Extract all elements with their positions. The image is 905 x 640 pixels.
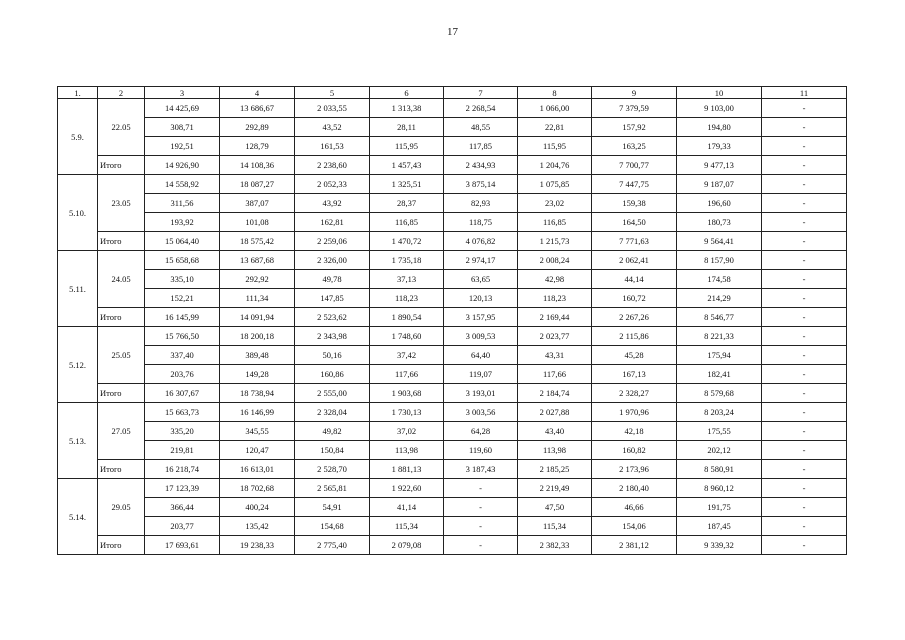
column-header: 8 [518, 87, 592, 99]
table-cell: - [762, 99, 847, 118]
table-cell: - [762, 194, 847, 213]
total-cell: 2 382,33 [518, 536, 592, 555]
table-cell: 14 425,69 [145, 99, 220, 118]
total-cell: - [762, 536, 847, 555]
table-cell: 37,02 [370, 422, 444, 441]
total-cell: 2 267,26 [592, 308, 677, 327]
table-cell: 203,77 [145, 517, 220, 536]
table-cell: 337,40 [145, 346, 220, 365]
page-number: 17 [447, 26, 458, 38]
total-cell: 19 238,33 [220, 536, 295, 555]
table-cell: 2 115,86 [592, 327, 677, 346]
total-cell: 2 381,12 [592, 536, 677, 555]
total-cell: - [444, 536, 518, 555]
table-row [58, 251, 847, 270]
table-cell: 37,42 [370, 346, 444, 365]
column-header: 5 [295, 87, 370, 99]
table-cell: 113,98 [518, 441, 592, 460]
table-row [58, 498, 847, 517]
date-cell: 23.05 [98, 175, 145, 232]
total-cell: - [762, 156, 847, 175]
table-cell: 389,48 [220, 346, 295, 365]
table-cell: - [762, 403, 847, 422]
table-cell: 17 123,39 [145, 479, 220, 498]
table-row [58, 327, 847, 346]
table-cell: 9 103,00 [677, 99, 762, 118]
column-header: 4 [220, 87, 295, 99]
table-cell: 116,85 [370, 213, 444, 232]
table-cell: 13 687,68 [220, 251, 295, 270]
total-cell: 9 339,32 [677, 536, 762, 555]
table-cell: 8 157,90 [677, 251, 762, 270]
table-cell: 2 023,77 [518, 327, 592, 346]
table-cell: 44,14 [592, 270, 677, 289]
table-cell: 174,58 [677, 270, 762, 289]
table-cell: 179,33 [677, 137, 762, 156]
table-cell: 49,82 [295, 422, 370, 441]
table-row [58, 441, 847, 460]
table-cell: 203,76 [145, 365, 220, 384]
table-row [58, 137, 847, 156]
table-row [58, 194, 847, 213]
table-cell: 120,13 [444, 289, 518, 308]
table-cell: - [762, 346, 847, 365]
total-cell: 14 108,36 [220, 156, 295, 175]
total-cell: 16 218,74 [145, 460, 220, 479]
table-cell: 1 325,51 [370, 175, 444, 194]
table-cell: 117,66 [518, 365, 592, 384]
column-header: 11 [762, 87, 847, 99]
table-cell: 160,86 [295, 365, 370, 384]
table-cell: 345,55 [220, 422, 295, 441]
table-cell: 45,28 [592, 346, 677, 365]
total-row [58, 460, 847, 479]
item-number: 5.10. [58, 175, 98, 251]
total-cell: 9 564,41 [677, 232, 762, 251]
total-cell: 2 173,96 [592, 460, 677, 479]
table-cell: 42,98 [518, 270, 592, 289]
table-cell: 1 748,60 [370, 327, 444, 346]
table-cell: 149,28 [220, 365, 295, 384]
total-cell: 18 738,94 [220, 384, 295, 403]
column-header: 6 [370, 87, 444, 99]
total-cell: 2 185,25 [518, 460, 592, 479]
column-header: 9 [592, 87, 677, 99]
table-cell: 154,06 [592, 517, 677, 536]
date-cell: 27.05 [98, 403, 145, 460]
table-cell: 387,07 [220, 194, 295, 213]
table-cell: 28,37 [370, 194, 444, 213]
column-header: 1. [58, 87, 98, 99]
total-cell: 1 890,54 [370, 308, 444, 327]
total-cell: 3 157,95 [444, 308, 518, 327]
total-cell: 14 926,90 [145, 156, 220, 175]
total-row [58, 384, 847, 403]
table-cell: 214,29 [677, 289, 762, 308]
table-cell: 167,13 [592, 365, 677, 384]
table-row [58, 479, 847, 498]
total-cell: 17 693,61 [145, 536, 220, 555]
table-cell: 187,45 [677, 517, 762, 536]
table-cell: 115,95 [518, 137, 592, 156]
total-cell: 1 215,73 [518, 232, 592, 251]
table-row [58, 346, 847, 365]
date-cell: 22.05 [98, 99, 145, 156]
total-cell: - [762, 232, 847, 251]
table-row [58, 270, 847, 289]
table-cell: 115,34 [370, 517, 444, 536]
total-cell: 9 477,13 [677, 156, 762, 175]
table-row [58, 289, 847, 308]
table-cell: 43,92 [295, 194, 370, 213]
table-cell: 28,11 [370, 118, 444, 137]
table-cell: 135,42 [220, 517, 295, 536]
item-number: 5.14. [58, 479, 98, 555]
table-cell: 335,10 [145, 270, 220, 289]
table-cell: 308,71 [145, 118, 220, 137]
table-cell: 43,52 [295, 118, 370, 137]
table-cell: 15 658,68 [145, 251, 220, 270]
table-cell: 115,95 [370, 137, 444, 156]
table-cell: - [762, 479, 847, 498]
table-cell: 194,80 [677, 118, 762, 137]
table-header-row [58, 87, 847, 99]
total-cell: 2 238,60 [295, 156, 370, 175]
total-cell: 15 064,40 [145, 232, 220, 251]
table-cell: 47,50 [518, 498, 592, 517]
total-cell: - [762, 460, 847, 479]
table-cell: 116,85 [518, 213, 592, 232]
table-cell: 2 343,98 [295, 327, 370, 346]
table-row [58, 517, 847, 536]
table-cell: - [762, 289, 847, 308]
table-cell: 115,34 [518, 517, 592, 536]
table-cell: 2 033,55 [295, 99, 370, 118]
total-label: Итого [98, 156, 145, 175]
total-cell: 2 184,74 [518, 384, 592, 403]
table-cell: 37,13 [370, 270, 444, 289]
table-cell: 16 146,99 [220, 403, 295, 422]
table-cell: 113,98 [370, 441, 444, 460]
table-cell: 147,85 [295, 289, 370, 308]
total-cell: 16 613,01 [220, 460, 295, 479]
table-cell: 182,41 [677, 365, 762, 384]
table-row [58, 99, 847, 118]
total-cell: 3 193,01 [444, 384, 518, 403]
table-cell: - [762, 365, 847, 384]
table-cell: 150,84 [295, 441, 370, 460]
table-cell: 175,94 [677, 346, 762, 365]
date-cell: 24.05 [98, 251, 145, 308]
table-cell: 196,60 [677, 194, 762, 213]
table-cell: 1 313,38 [370, 99, 444, 118]
table-cell: 14 558,92 [145, 175, 220, 194]
table-cell: 128,79 [220, 137, 295, 156]
table-cell: 366,44 [145, 498, 220, 517]
table-cell: 118,23 [370, 289, 444, 308]
column-header: 2 [98, 87, 145, 99]
table-cell: 3 003,56 [444, 403, 518, 422]
total-label: Итого [98, 308, 145, 327]
table-cell: 117,85 [444, 137, 518, 156]
item-number: 5.13. [58, 403, 98, 479]
table-cell: 2 565,81 [295, 479, 370, 498]
table-cell: - [762, 327, 847, 346]
table-cell: 48,55 [444, 118, 518, 137]
table-row [58, 213, 847, 232]
table-cell: 335,20 [145, 422, 220, 441]
table-cell: 49,78 [295, 270, 370, 289]
total-label: Итого [98, 536, 145, 555]
table-cell: 18 200,18 [220, 327, 295, 346]
table-cell: 1 922,60 [370, 479, 444, 498]
table-cell: 1 066,00 [518, 99, 592, 118]
table-cell: 2 052,33 [295, 175, 370, 194]
table-row [58, 175, 847, 194]
table-cell: 22,81 [518, 118, 592, 137]
table-cell: 2 326,00 [295, 251, 370, 270]
table-cell: - [444, 498, 518, 517]
table-row [58, 118, 847, 137]
total-cell: 2 434,93 [444, 156, 518, 175]
date-cell: 25.05 [98, 327, 145, 384]
table-cell: 8 221,33 [677, 327, 762, 346]
item-number: 5.11. [58, 251, 98, 327]
table-cell: - [762, 422, 847, 441]
total-cell: 1 457,43 [370, 156, 444, 175]
table-cell: 1 730,13 [370, 403, 444, 422]
table-cell: 292,89 [220, 118, 295, 137]
table-cell: 118,23 [518, 289, 592, 308]
table-cell: 1 970,96 [592, 403, 677, 422]
total-label: Итого [98, 460, 145, 479]
total-cell: 4 076,82 [444, 232, 518, 251]
total-cell: 1 881,13 [370, 460, 444, 479]
table-cell: - [762, 118, 847, 137]
table-cell: 3 875,14 [444, 175, 518, 194]
total-cell: 18 575,42 [220, 232, 295, 251]
table-cell: 175,55 [677, 422, 762, 441]
table-cell: 18 702,68 [220, 479, 295, 498]
table-cell: 2 268,54 [444, 99, 518, 118]
table-cell: 54,91 [295, 498, 370, 517]
table-cell: 18 087,27 [220, 175, 295, 194]
total-cell: 2 169,44 [518, 308, 592, 327]
table-cell: 164,50 [592, 213, 677, 232]
table-cell: 82,93 [444, 194, 518, 213]
total-cell: 1 470,72 [370, 232, 444, 251]
total-cell: 2 775,40 [295, 536, 370, 555]
table-cell: 192,51 [145, 137, 220, 156]
table-cell: 117,66 [370, 365, 444, 384]
table-cell: - [762, 441, 847, 460]
total-label: Итого [98, 384, 145, 403]
table-row [58, 403, 847, 422]
item-number: 5.9. [58, 99, 98, 175]
table-cell: 2 974,17 [444, 251, 518, 270]
column-header: 3 [145, 87, 220, 99]
table-cell: 152,21 [145, 289, 220, 308]
table-cell: 163,25 [592, 137, 677, 156]
table-cell: 119,60 [444, 441, 518, 460]
total-cell: - [762, 308, 847, 327]
item-number: 5.12. [58, 327, 98, 403]
table-cell: 111,34 [220, 289, 295, 308]
total-cell: 8 546,77 [677, 308, 762, 327]
table-cell: 2 027,88 [518, 403, 592, 422]
table-cell: 162,81 [295, 213, 370, 232]
total-cell: 7 771,63 [592, 232, 677, 251]
table-cell: 43,40 [518, 422, 592, 441]
total-row [58, 232, 847, 251]
table-cell: 202,12 [677, 441, 762, 460]
table-cell: 64,28 [444, 422, 518, 441]
table-row [58, 422, 847, 441]
table-cell: 119,07 [444, 365, 518, 384]
total-row [58, 536, 847, 555]
table-cell: - [762, 498, 847, 517]
total-cell: 2 555,00 [295, 384, 370, 403]
table-cell: 219,81 [145, 441, 220, 460]
table-cell: 120,47 [220, 441, 295, 460]
total-cell: 1 903,68 [370, 384, 444, 403]
table-cell: 2 219,49 [518, 479, 592, 498]
total-cell: 2 079,08 [370, 536, 444, 555]
column-header: 7 [444, 87, 518, 99]
table-cell: 46,66 [592, 498, 677, 517]
table-cell: 180,73 [677, 213, 762, 232]
table-cell: 191,75 [677, 498, 762, 517]
table-cell: 1 735,18 [370, 251, 444, 270]
table-cell: 7 379,59 [592, 99, 677, 118]
table-cell: 193,92 [145, 213, 220, 232]
total-cell: - [762, 384, 847, 403]
table-cell: 8 960,12 [677, 479, 762, 498]
table-cell: 13 686,67 [220, 99, 295, 118]
table-cell: - [444, 517, 518, 536]
total-cell: 8 580,91 [677, 460, 762, 479]
data-table [57, 86, 847, 555]
table-cell: 41,14 [370, 498, 444, 517]
table-cell: 43,31 [518, 346, 592, 365]
table-cell: - [762, 251, 847, 270]
table-cell: 157,92 [592, 118, 677, 137]
table-cell: 42,18 [592, 422, 677, 441]
table-cell: 3 009,53 [444, 327, 518, 346]
total-cell: 2 259,06 [295, 232, 370, 251]
total-row [58, 156, 847, 175]
table-cell: - [762, 137, 847, 156]
table-cell: 15 663,73 [145, 403, 220, 422]
table-cell: 1 075,85 [518, 175, 592, 194]
total-cell: 3 187,43 [444, 460, 518, 479]
total-cell: 1 204,76 [518, 156, 592, 175]
total-cell: 16 307,67 [145, 384, 220, 403]
table-cell: - [762, 213, 847, 232]
table-cell: - [444, 479, 518, 498]
table-cell: 154,68 [295, 517, 370, 536]
table-cell: 50,16 [295, 346, 370, 365]
table-cell: 400,24 [220, 498, 295, 517]
table-cell: 64,40 [444, 346, 518, 365]
table-cell: 7 447,75 [592, 175, 677, 194]
total-label: Итого [98, 232, 145, 251]
total-cell: 2 528,70 [295, 460, 370, 479]
table-cell: 160,72 [592, 289, 677, 308]
table-cell: 2 328,04 [295, 403, 370, 422]
total-row [58, 308, 847, 327]
total-cell: 2 328,27 [592, 384, 677, 403]
column-header: 10 [677, 87, 762, 99]
table-cell: 2 062,41 [592, 251, 677, 270]
table-cell: 9 187,07 [677, 175, 762, 194]
table-row [58, 365, 847, 384]
table-cell: 101,08 [220, 213, 295, 232]
table-cell: 118,75 [444, 213, 518, 232]
table-cell: 2 180,40 [592, 479, 677, 498]
date-cell: 29.05 [98, 479, 145, 536]
table-cell: 8 203,24 [677, 403, 762, 422]
table-cell: 159,38 [592, 194, 677, 213]
table-cell: 161,53 [295, 137, 370, 156]
table-cell: 63,65 [444, 270, 518, 289]
table-cell: 23,02 [518, 194, 592, 213]
total-cell: 16 145,99 [145, 308, 220, 327]
total-cell: 8 579,68 [677, 384, 762, 403]
table-cell: 292,92 [220, 270, 295, 289]
total-cell: 7 700,77 [592, 156, 677, 175]
total-cell: 14 091,94 [220, 308, 295, 327]
total-cell: 2 523,62 [295, 308, 370, 327]
table-cell: - [762, 270, 847, 289]
table-cell: 2 008,24 [518, 251, 592, 270]
table-cell: 311,56 [145, 194, 220, 213]
table-cell: - [762, 517, 847, 536]
table-cell: - [762, 175, 847, 194]
table-cell: 15 766,50 [145, 327, 220, 346]
table-cell: 160,82 [592, 441, 677, 460]
